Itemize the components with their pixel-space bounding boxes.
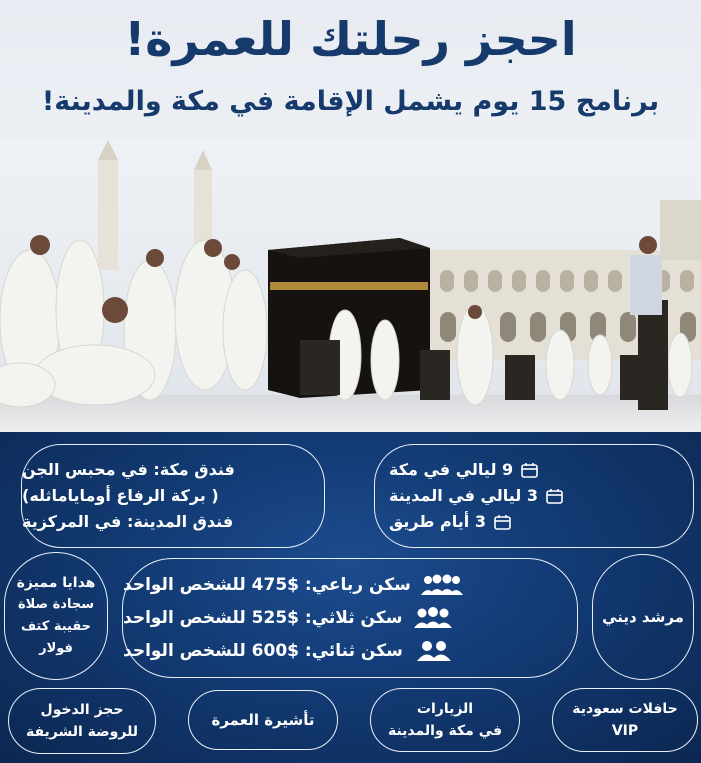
group-of-two-icon [413,639,455,663]
rawda-booking-pill [8,688,156,754]
visits-line1: الزيارات [416,701,474,717]
price-double-label: سكن ثنائي: $600 للشخص الواحد [123,640,403,661]
price-quad-row [123,569,463,602]
gifts-circle [4,552,108,680]
visits-line2: في مكة والمدينة [387,723,503,739]
visa-pill [188,690,338,750]
nights-box [374,444,694,548]
page-subtitle: برنامج 15 يوم يشمل الإقامة في مكة والمدينة! [41,86,660,117]
group-of-four-icon [421,573,463,597]
prices-box [122,558,578,678]
kaaba-photo [0,140,701,440]
gift-prayer-mat: سجادة صلاة [18,597,95,612]
group-of-three-icon [412,606,454,630]
nights-madinah-row [389,483,563,509]
calendar-icon [521,463,538,478]
guide-circle [592,554,694,680]
gifts-title: هدايا مميزة [16,575,96,591]
guide-label: مرشد ديني [602,608,684,626]
hotel-makkah-label: فندق مكة: في محبس الجن [22,460,235,479]
price-double-row [123,635,455,668]
rawda-line1: حجز الدخول [40,702,124,718]
visa-label: تأشيرة العمرة [211,711,315,729]
buses-line2: VIP [611,723,639,739]
nights-madinah-label: 3 ليالي في المدينة [389,486,538,505]
hotel-makkah-area: ( بركة الرفاع أوماياماثله) [22,486,219,505]
page-title: احجز رحلتك للعمرة! [124,12,577,66]
rawda-line2: للروضة الشريفة [25,724,139,740]
travel-days-label: 3 أيام طريق [389,512,486,531]
visits-pill [370,688,520,752]
hotel-madinah-label: فندق المدينة: في المركزية [22,512,234,531]
buses-line1: حافلات سعودية [572,701,678,717]
buses-pill [552,688,698,752]
price-triple-label: سكن ثلاثي: $525 للشخص الواحد [123,607,403,628]
travel-days-row [389,509,511,535]
price-triple-row [123,602,454,635]
nights-makkah-label: 9 ليالي في مكة [389,460,514,479]
calendar-icon [494,515,511,530]
calendar-icon [546,489,563,504]
hotels-box [21,444,325,548]
gift-scarf: فولار [39,641,73,656]
gift-shoulder-bag: حقيبة كتف [20,619,92,634]
price-quad-label: سكن رباعي: $475 للشخص الواحد [123,574,411,595]
nights-makkah-row [389,457,538,483]
